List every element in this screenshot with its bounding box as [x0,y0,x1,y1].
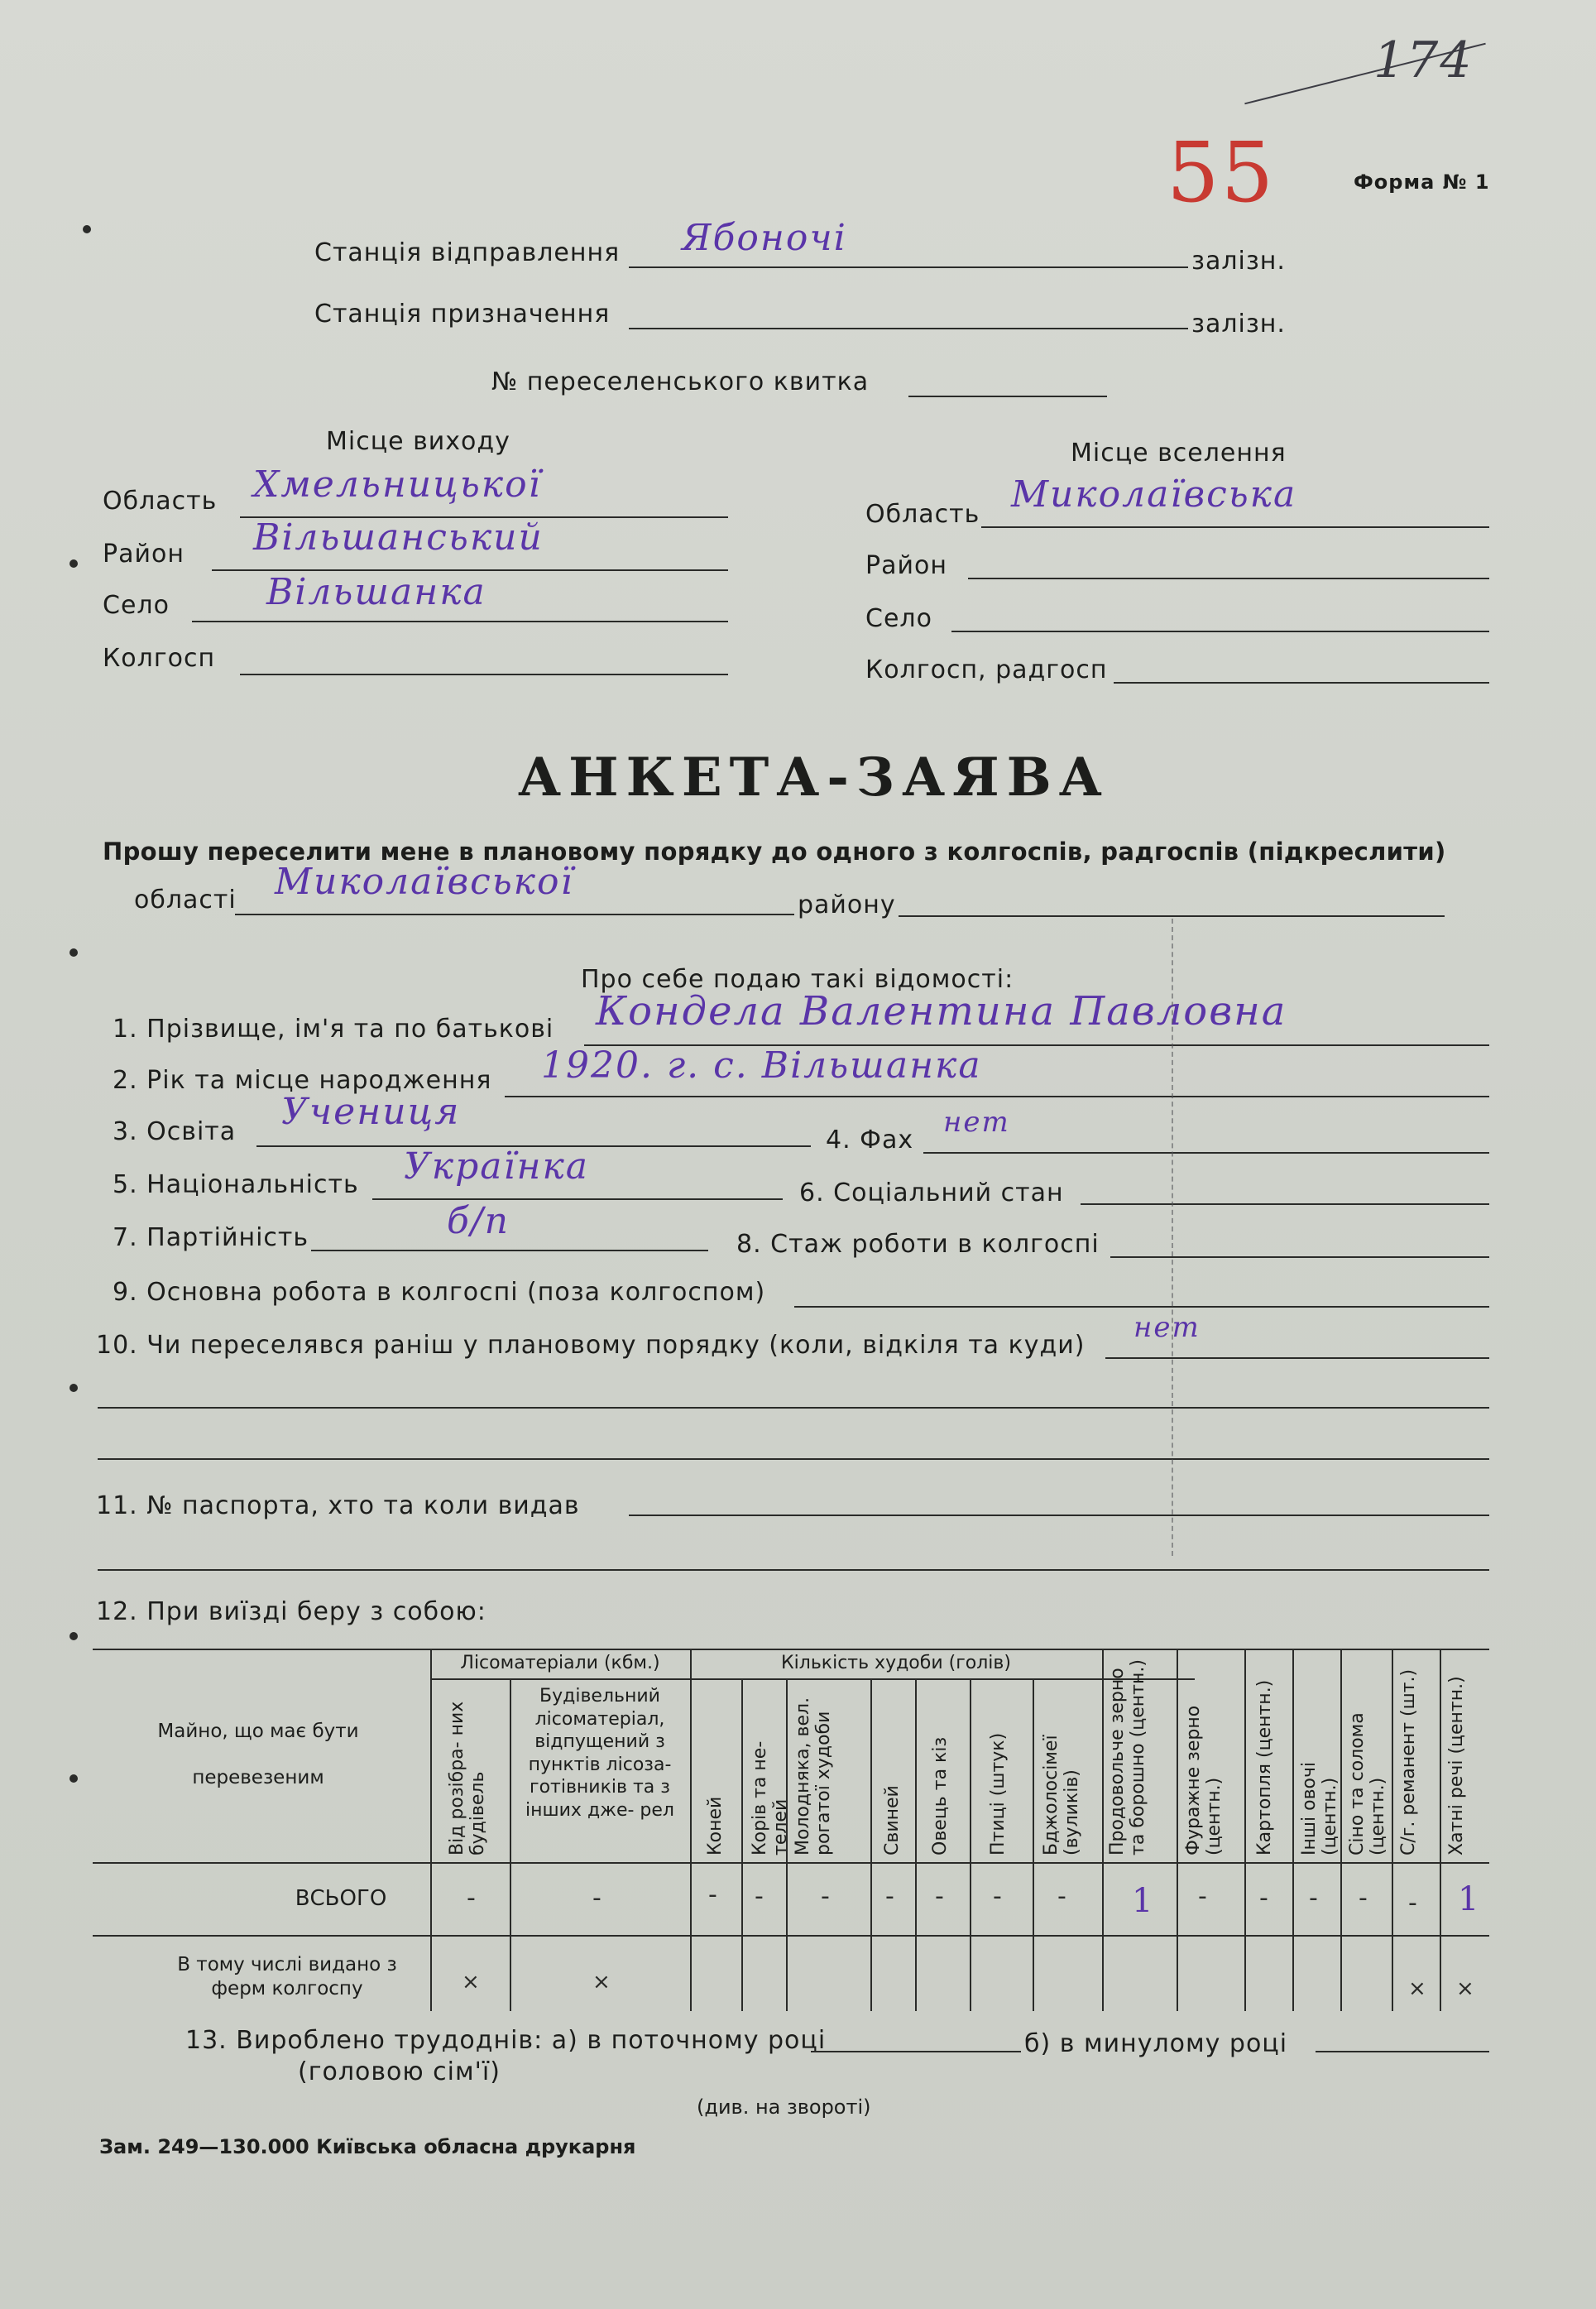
origin-selo-line [192,621,728,622]
departure-station-value: Ябоночі [682,217,847,259]
total-cell-value: 1 [1458,1880,1479,1918]
table-col-hay: Сіно та солома (центн.) [1347,1712,1389,1855]
printer-imprint: Зам. 249—130.000 Київська обласна друкарня [99,2135,636,2158]
total-cell-value: - [935,1882,944,1911]
field-10-extra-line [98,1458,1489,1460]
field-3-label: 3. Освіта [113,1117,237,1146]
ticket-number-line [908,396,1107,397]
field-1-value: Кондела Валентина Павловна [596,988,1287,1034]
field-10-extra-line [98,1407,1489,1409]
field-10-label: 10. Чи переселявся раніш у плановому порядку (коли, відкіля та куди) [96,1331,1086,1360]
request-text: Прошу переселити мене в плановому порядку до одного з колгоспів, радгоспів (підкреслити) [103,838,1446,866]
field-12-label: 12. При виїзді беру з собою: [96,1597,486,1626]
workdays-previous-label: б) в минулому році [1024,2029,1288,2058]
table-col-vegetables: Інші овочі (центн.) [1299,1761,1341,1855]
field-6-line [1081,1203,1489,1205]
field-9-line [794,1306,1489,1308]
table-col-border [1392,1649,1393,2011]
table-col-sheep: Овець та кіз [930,1736,951,1855]
intro-text: Про себе подаю такі відомості: [581,965,1014,994]
table-col-from-dismantled: Від розібра- них будівель [447,1701,489,1855]
table-row-from-farms: В тому числі видано з ферм колгоспу [177,1954,397,1999]
pencil-mark [1172,919,1173,1556]
ticket-number-label: № переселенського квитка [491,367,870,396]
total-cell-value: - [708,1880,717,1909]
table-col-household: Хатні речі (центн.) [1446,1676,1467,1855]
table-col-border [510,1678,511,2011]
request-oblast-line [235,914,794,915]
table-col-border [1033,1678,1034,2011]
field-4-label: 4. Фах [826,1126,914,1154]
table-group-lumber: Лісоматеріали (кбм.) [460,1653,660,1673]
punch-hole-mark [69,948,78,957]
table-col-border [915,1678,917,2011]
table-top-border [93,1649,1489,1650]
punch-hole-mark [83,225,91,233]
field-8-line [1110,1256,1489,1258]
origin-kolhosp-label: Колгосп [103,644,216,673]
table-col-food-grain: Продовольче зерно та борошно (центн.) [1107,1659,1149,1855]
origin-kolhosp-line [240,674,728,675]
departure-station-label: Станція відправлення [314,238,621,267]
destination-selo-label: Село [865,604,932,633]
total-cell-value: 1 [1132,1882,1153,1920]
field-9-label: 9. Основна робота в колгоспі (поза колгоспом) [113,1278,766,1307]
total-cell-value: - [1408,1889,1417,1918]
table-col-border [430,1649,432,2011]
table-col-border [1244,1649,1246,2011]
request-oblast-value: Миколаївської [275,861,574,903]
destination-raion-label: Район [865,551,947,580]
field-2-line [505,1096,1489,1097]
corner-number: 174 [1373,31,1474,89]
see-back-note: (див. на звороті) [697,2095,871,2119]
table-col-border [1292,1649,1294,2011]
table-col-young: Молодняка, вел. рогатої худоби [793,1697,835,1855]
table-row-border [93,1935,1489,1937]
destination-heading: Місце вселення [1071,439,1287,468]
field-2-value: 1920. г. с. Вільшанка [541,1044,982,1087]
field-5-label: 5. Національність [113,1170,359,1199]
origin-heading: Місце виходу [326,427,510,456]
punch-hole-mark [69,1384,78,1392]
cross-mark: × [1408,1976,1426,2001]
field-11-label: 11. № паспорта, хто та коли видав [96,1491,580,1520]
table-col-bees: Бджолосімеї (вуликів) [1041,1735,1083,1855]
total-cell-value: - [755,1882,764,1911]
punch-hole-mark [69,559,78,568]
destination-station-suffix: залізн. [1191,310,1286,338]
field-11-line [629,1515,1489,1516]
total-cell-value: - [885,1882,894,1911]
table-col-horses: Коней [705,1796,726,1855]
field-11-extra-line [98,1569,1489,1571]
destination-raion-line [968,578,1489,579]
table-col-agri: С/г. реманент (шт.) [1398,1668,1419,1855]
origin-selo-label: Село [103,591,170,620]
destination-kolhosp-label: Колгосп, радгосп [865,655,1108,684]
workdays-label: 13. Вироблено трудоднів: а) в поточному році [185,2026,827,2055]
request-raion-line [899,915,1445,917]
departure-station-line [629,266,1188,268]
field-10-line [1105,1357,1489,1359]
destination-station-line [629,328,1188,329]
origin-raion-label: Район [103,540,185,569]
field-6-label: 6. Соціальний стан [799,1179,1064,1207]
origin-oblast-label: Область [103,487,218,516]
origin-raion-value: Вільшанський [253,516,544,559]
table-col-pigs: Свиней [882,1785,903,1855]
total-cell-value: - [1198,1882,1207,1911]
table-col-border [970,1678,971,2011]
origin-selo-value: Вільшанка [266,571,486,613]
table-group-border [430,1678,1195,1680]
destination-kolhosp-line [1114,682,1489,684]
total-cell-value: - [1057,1882,1066,1911]
request-oblast-label: області [134,886,237,914]
table-col-border [870,1678,872,2011]
field-4-value: нет [943,1106,1010,1139]
table-col-birds: Птиці (штук) [988,1732,1009,1855]
field-8-label: 8. Стаж роботи в колгоспі [736,1230,1100,1259]
departure-station-suffix: залізн. [1191,247,1286,276]
destination-station-label: Станція призначення [314,300,611,329]
field-10-value: нет [1133,1311,1201,1344]
total-cell-value: - [1259,1884,1268,1913]
table-row-total: ВСЬОГО [295,1886,387,1911]
workdays-current-line [811,2051,1021,2052]
table-rowhead-label: Майно, що має бути перевезеним [157,1721,359,1788]
destination-oblast-label: Область [865,500,980,529]
field-7-line [311,1250,708,1251]
table-col-border [690,1649,692,2011]
total-cell-value: - [592,1884,601,1913]
table-col-border [1177,1649,1178,2011]
field-7-value: б/п [447,1200,510,1242]
punch-hole-mark [69,1774,78,1783]
field-3-value: Учениця [281,1091,461,1133]
cross-mark: × [1456,1976,1474,2001]
workdays-previous-line [1316,2051,1489,2052]
red-mark: 55 [1167,124,1276,221]
workdays-sub-label: (головою сім'ї) [298,2057,501,2086]
cross-mark: × [592,1970,611,1995]
cross-mark: × [462,1970,480,1995]
destination-oblast-value: Миколаївська [1011,473,1297,516]
destination-selo-line [951,631,1489,632]
table-col-building-lumber: Будівельний лісоматеріал, відпущений з пунктів лісоза- готівників та з інших дже- рел [525,1686,674,1821]
cargo-table [93,1649,1489,2011]
field-1-label: 1. Прізвище, ім'я та по батькові [113,1015,554,1044]
table-col-fodder-grain: Фуражне зерно (центн.) [1183,1705,1225,1855]
table-col-cows: Корів та не- телей [750,1740,792,1855]
document-title: АНКЕТА-ЗАЯВА [518,746,1110,809]
field-5-value: Українка [404,1145,590,1188]
table-col-potatoes: Картопля (центн.) [1254,1679,1275,1855]
table-col-border [741,1678,743,2011]
total-cell-value: - [993,1882,1002,1911]
field-2-label: 2. Рік та місце народження [113,1066,492,1095]
table-col-border [1440,1649,1441,2011]
destination-oblast-line [981,526,1489,528]
form-number: Форма № 1 [1354,170,1490,194]
total-cell-value: - [1359,1884,1368,1913]
table-col-border [1102,1649,1104,2011]
total-cell-value: - [821,1882,830,1911]
field-4-line [923,1152,1489,1154]
table-group-cattle: Кількість худоби (голів) [781,1653,1011,1673]
field-7-label: 7. Партійність [113,1223,309,1252]
total-cell-value: - [1309,1884,1318,1913]
request-raion-label: району [798,890,896,919]
field-5-line [372,1198,783,1200]
table-header-border [93,1862,1489,1864]
total-cell-value: - [467,1884,476,1913]
punch-hole-mark [69,1632,78,1640]
origin-oblast-value: Хмельницької [253,463,542,506]
